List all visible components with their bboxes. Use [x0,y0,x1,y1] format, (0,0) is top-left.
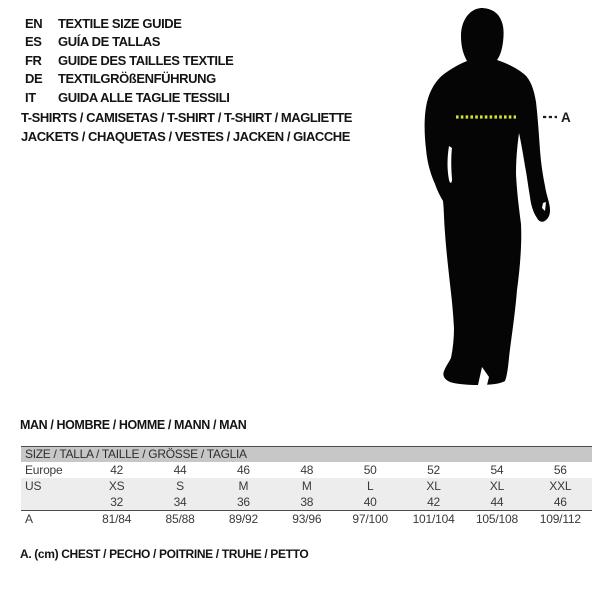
table-band [21,478,592,510]
table-row-numeric [21,494,592,510]
cell: 85/88 [165,512,195,526]
table-row-europe [21,462,592,478]
language-code: FR [25,52,42,68]
language-row-es [25,33,233,51]
cell: 93/96 [292,512,322,526]
row-label: US [25,479,42,493]
cell: 44 [490,495,504,509]
cell: 46 [553,495,567,509]
cell: XL [489,479,505,493]
language-list [25,15,233,107]
cell: 40 [363,495,377,509]
language-label: TEXTILGRÖßENFÜHRUNG [58,71,216,87]
cell: 32 [110,495,124,509]
language-label: GUIDA ALLE TAGLIE TESSILI [58,89,230,105]
cell: L [366,479,374,493]
cell: 38 [300,495,314,509]
table-row-us [21,478,592,494]
cell: 56 [553,463,567,477]
garment-categories [21,108,352,146]
language-code: IT [25,89,36,105]
language-code: ES [25,34,42,50]
cell: XS [108,479,125,493]
man-silhouette-shape [425,8,550,385]
cell: XXL [549,479,572,493]
cell: 105/108 [475,512,518,526]
cell: M [301,479,312,493]
cell: S [176,479,184,493]
language-label: TEXTILE SIZE GUIDE [58,16,182,31]
language-code: EN [25,16,43,31]
cell: XL [426,479,441,493]
cell: 46 [236,463,250,477]
cell: 52 [427,463,441,477]
row-label: Europe [25,463,63,477]
size-table [21,446,592,527]
cell: 101/104 [412,512,455,526]
cell: 42 [110,463,124,477]
language-label: GUIDE DES TAILLES TEXTILE [58,52,234,68]
category-jackets: JACKETS / CHAQUETAS / VESTES / JACKEN / GIACCHE [21,129,350,144]
cell: 48 [300,463,314,477]
cell: 36 [236,495,250,509]
cell: 34 [173,495,187,509]
cell: 81/84 [102,512,132,526]
table-row-chest-a [21,510,592,527]
cell: 97/100 [352,512,388,526]
language-row-de [25,70,233,88]
language-row-en [25,15,233,33]
cell: 44 [173,463,187,477]
language-row-it [25,89,233,107]
section-title: MAN / HOMBRE / HOMME / MANN / MAN [20,418,247,432]
row-label: A [25,512,33,526]
man-silhouette-svg [398,5,588,395]
measurement-label-a: A [561,110,571,125]
measurement-footnote: A. (cm) CHEST / PECHO / POITRINE / TRUHE / PETTO [20,547,309,561]
size-table-header: SIZE / TALLA / TAILLE / GRÖSSE / TAGLIA [21,447,592,462]
cell: 50 [363,463,377,477]
language-row-fr [25,52,233,70]
man-silhouette-figure [398,5,588,395]
category-tshirts: T-SHIRTS / CAMISETAS / T-SHIRT / T-SHIRT / MAGLIETTE [21,110,352,125]
cell: M [238,479,249,493]
cell: 42 [427,495,441,509]
cell: 109/112 [539,512,581,526]
cell: 89/92 [228,512,258,526]
language-code: DE [25,71,43,87]
cell: 54 [490,463,504,477]
language-label: GUÍA DE TALLAS [58,34,161,50]
